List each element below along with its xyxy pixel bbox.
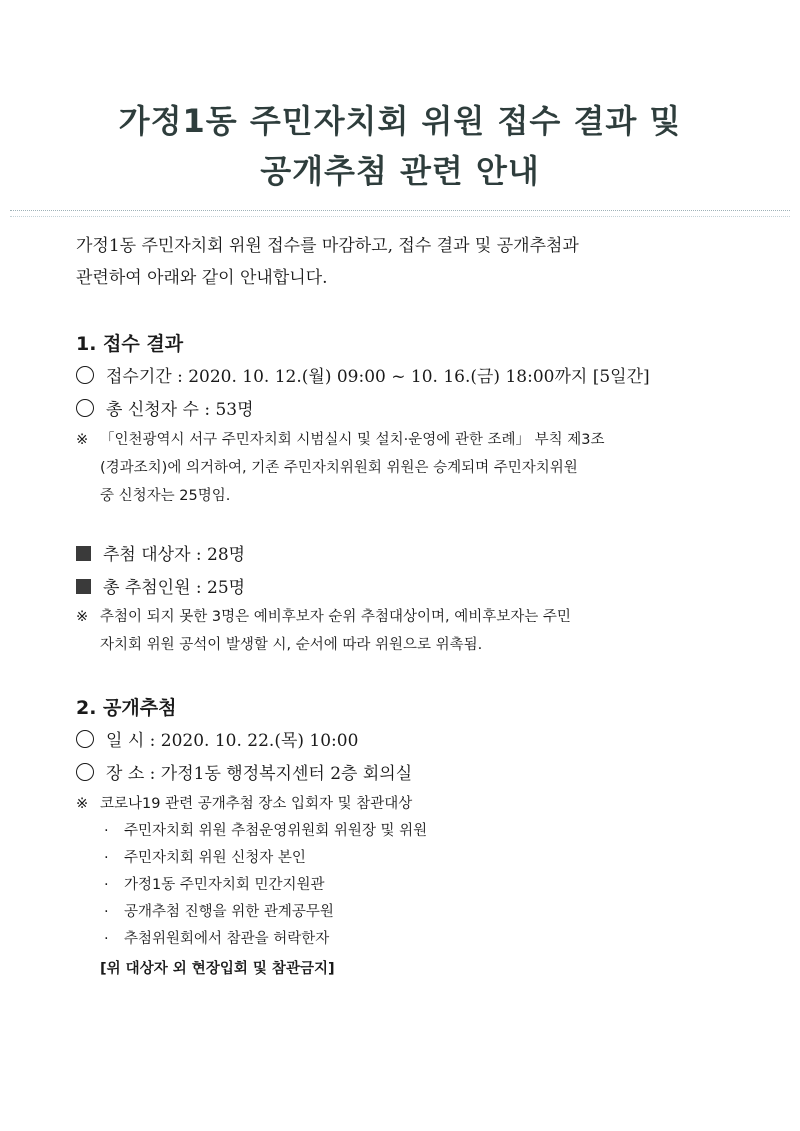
applicant-count: 총 신청자 수 : 53명 bbox=[106, 400, 254, 420]
list-item bbox=[76, 362, 650, 387]
list-item bbox=[104, 927, 329, 948]
lottery-total-count: 총 추첨인원 : 25명 bbox=[103, 578, 246, 598]
lottery-target-count: 추첨 대상자 : 28명 bbox=[103, 545, 246, 565]
attendee-text: 주민자치회 위원 신청자 본인 bbox=[124, 850, 306, 866]
list-item bbox=[76, 540, 245, 565]
attendee-text: 추첨위원회에서 참관을 허락한자 bbox=[124, 931, 330, 947]
reference-mark: ※ bbox=[76, 796, 89, 812]
lottery-location: 장 소 : 가정1동 행정복지센터 2층 회의실 bbox=[106, 764, 413, 784]
note-2-line-1 bbox=[76, 605, 571, 626]
title-divider-secondary bbox=[10, 216, 790, 217]
section-2-heading: 2. 공개추첨 bbox=[76, 697, 177, 719]
list-item bbox=[76, 573, 245, 598]
middle-dot-icon: · bbox=[104, 823, 109, 839]
square-bullet-icon bbox=[76, 546, 91, 561]
list-item bbox=[104, 819, 427, 840]
note-text: 추첨이 되지 못한 3명은 예비후보자 순위 추첨대상이며, 예비후보자는 주민 bbox=[100, 609, 571, 625]
attendee-text: 주민자치회 위원 추첨운영위원회 위원장 및 위원 bbox=[124, 823, 428, 839]
attendee-text: 가정1동 주민자치회 민간지원관 bbox=[124, 877, 325, 893]
square-bullet-icon bbox=[76, 579, 91, 594]
circle-bullet-icon bbox=[76, 730, 94, 748]
note-1-line-1 bbox=[76, 428, 605, 449]
list-item bbox=[104, 873, 325, 894]
list-item bbox=[76, 726, 358, 751]
page-title-line-2: 공개추첨 관련 안내 bbox=[260, 152, 540, 190]
reference-mark: ※ bbox=[76, 609, 89, 625]
middle-dot-icon: · bbox=[104, 850, 109, 866]
title-divider bbox=[10, 210, 790, 211]
note-3 bbox=[76, 792, 412, 813]
restriction-notice: [위 대상자 외 현장입회 및 참관금지] bbox=[100, 961, 335, 977]
page-title-line-1: 가정1동 주민자치회 위원 접수 결과 및 bbox=[118, 102, 682, 140]
note-2-line-2: 자치회 위원 공석이 발생할 시, 순서에 따라 위원으로 위촉됨. bbox=[100, 637, 483, 653]
list-item bbox=[76, 759, 412, 784]
circle-bullet-icon bbox=[76, 399, 94, 417]
circle-bullet-icon bbox=[76, 366, 94, 384]
middle-dot-icon: · bbox=[104, 904, 109, 920]
reception-period: 접수기간 : 2020. 10. 12.(월) 09:00 ~ 10. 16.(금) 18:00까지 [5일간] bbox=[106, 367, 650, 387]
note-1-line-2: (경과조치)에 의거하여, 기존 주민자치위원회 위원은 승계되며 주민자치위원 bbox=[100, 460, 578, 476]
middle-dot-icon: · bbox=[104, 877, 109, 893]
note-1-line-3: 중 신청자는 25명임. bbox=[100, 488, 231, 504]
list-item bbox=[76, 395, 254, 420]
note-text: 코로나19 관련 공개추첨 장소 입회자 및 참관대상 bbox=[100, 796, 413, 812]
reference-mark: ※ bbox=[76, 432, 89, 448]
list-item bbox=[104, 900, 334, 921]
note-text: 「인천광역시 서구 주민자치회 시범실시 및 설치·운영에 관한 조례」 부칙 제3조 bbox=[100, 432, 605, 448]
section-1-heading: 1. 접수 결과 bbox=[76, 333, 184, 355]
list-item bbox=[104, 846, 306, 867]
lottery-datetime: 일 시 : 2020. 10. 22.(목) 10:00 bbox=[106, 731, 359, 751]
intro-line-2: 관련하여 아래와 같이 안내합니다. bbox=[76, 268, 328, 288]
circle-bullet-icon bbox=[76, 763, 94, 781]
intro-line-1: 가정1동 주민자치회 위원 접수를 마감하고, 접수 결과 및 공개추첨과 bbox=[76, 236, 579, 256]
attendee-text: 공개추첨 진행을 위한 관계공무원 bbox=[124, 904, 334, 920]
middle-dot-icon: · bbox=[104, 931, 109, 947]
